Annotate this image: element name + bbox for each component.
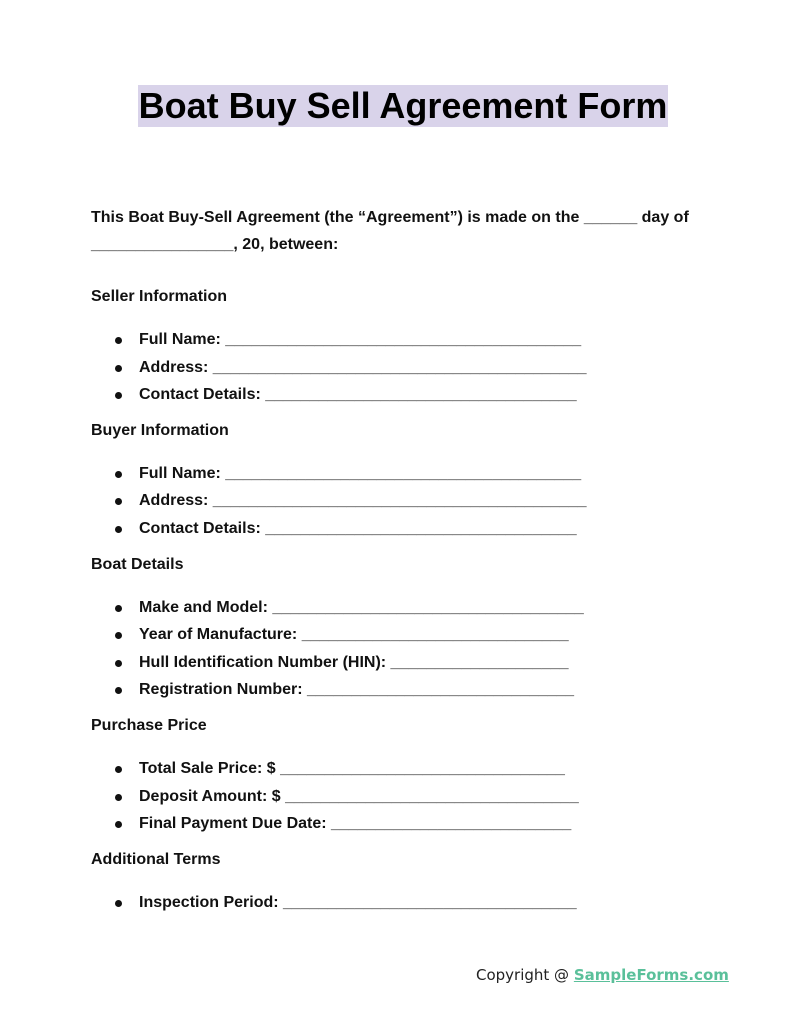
field-buyer-contact[interactable]: Contact Details: ___________________________________: [91, 519, 711, 547]
seller-fields: [91, 330, 711, 413]
section-heading-price: Purchase Price: [91, 716, 207, 734]
buyer-fields: [91, 464, 711, 547]
copyright-text: Copyright @: [476, 966, 574, 984]
bullet-icon: [115, 766, 122, 773]
bullet-icon: [115, 660, 122, 667]
bullet-icon: [115, 337, 122, 344]
bullet-icon: [115, 471, 122, 478]
field-seller-address[interactable]: Address: __________________________________________: [91, 358, 711, 386]
field-final-payment-date[interactable]: Final Payment Due Date: ___________________________: [91, 814, 711, 842]
bullet-icon: [115, 687, 122, 694]
price-fields: [91, 759, 711, 842]
section-heading-terms: Additional Terms: [91, 850, 221, 868]
field-total-price[interactable]: Total Sale Price: $ ________________________________: [91, 759, 711, 787]
field-registration[interactable]: Registration Number: ______________________________: [91, 680, 711, 708]
field-hin[interactable]: Hull Identification Number (HIN): ____________________: [91, 653, 711, 681]
bullet-icon: [115, 900, 122, 907]
field-seller-contact[interactable]: Contact Details: ___________________________________: [91, 385, 711, 413]
page-title: Boat Buy Sell Agreement Form: [138, 85, 668, 126]
bullet-icon: [115, 605, 122, 612]
field-deposit[interactable]: Deposit Amount: $ _________________________________: [91, 787, 711, 815]
bullet-icon: [115, 392, 122, 399]
field-inspection-period[interactable]: Inspection Period: _________________________________: [91, 893, 711, 921]
field-buyer-full-name[interactable]: Full Name: ________________________________________: [91, 464, 711, 492]
bullet-icon: [115, 365, 122, 372]
field-year[interactable]: Year of Manufacture: ______________________________: [91, 625, 711, 653]
bullet-icon: [115, 794, 122, 801]
terms-fields: [91, 893, 711, 921]
boat-fields: [91, 598, 711, 708]
document-body: [91, 204, 711, 920]
bullet-icon: [115, 498, 122, 505]
field-seller-full-name[interactable]: Full Name: ________________________________________: [91, 330, 711, 358]
section-heading-boat: Boat Details: [91, 555, 184, 573]
section-heading-seller: Seller Information: [91, 288, 228, 305]
sampleforms-link[interactable]: SampleForms.com: [573, 966, 729, 984]
title-container: [0, 85, 806, 127]
intro-paragraph: This Boat Buy-Sell Agreement (the “Agreement”) is made on the ______ day of ________________, 20, between:: [91, 209, 689, 253]
field-buyer-address[interactable]: Address: __________________________________________: [91, 491, 711, 519]
section-heading-buyer: Buyer Information: [91, 421, 229, 439]
field-make-model[interactable]: Make and Model: ___________________________________: [91, 598, 711, 626]
bullet-icon: [115, 632, 122, 639]
bullet-icon: [115, 526, 122, 533]
copyright-footer: [476, 966, 729, 984]
bullet-icon: [115, 821, 122, 828]
